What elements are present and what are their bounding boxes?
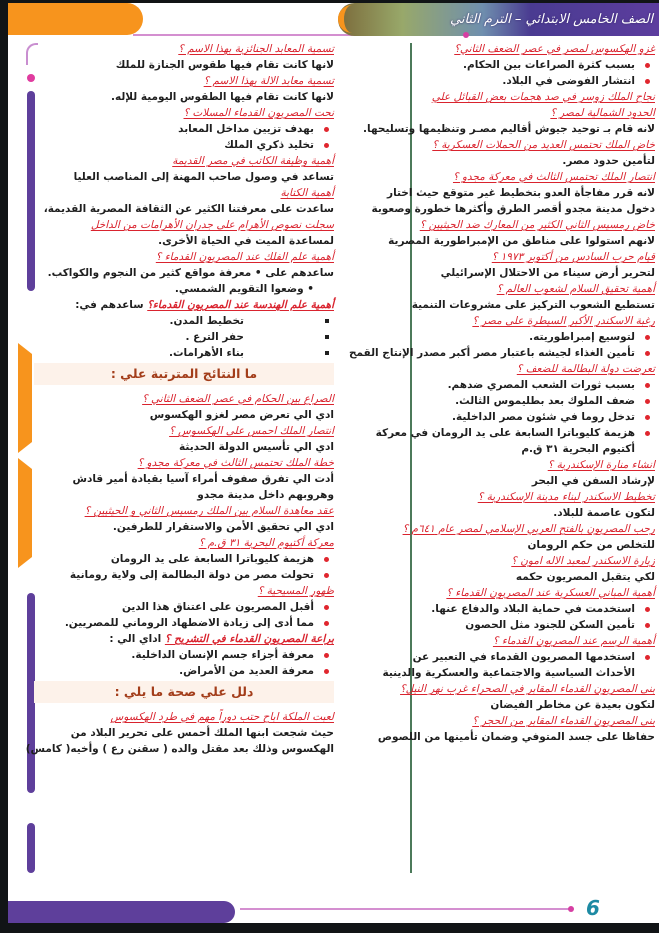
question-heading: خاض رمسيس الثاني الكثير من المعارك ضد الحيثيين ؟	[419, 219, 655, 231]
purple-side-bar	[27, 823, 35, 873]
question-heading: نجاح الملك زوسر في صد هجمات بعض القبائل علي	[431, 91, 655, 103]
question-heading: بنى المصريون القدماء المقابر من الحجر ؟	[472, 715, 655, 727]
bullet-answer: هزيمة كليوباترا السابعة على يد الرومان	[34, 551, 334, 567]
question-heading: معركة أكتيوم البحرية ٣١ ق.م ؟	[198, 537, 334, 549]
bullet-answer: تدخل روما في شئون مصر الداخلية.	[420, 409, 655, 425]
question-heading-inline	[34, 297, 334, 313]
answer-continuation: • وضعوا التقويم الشمسي.	[174, 283, 314, 295]
answer-lead: ساعدهم في:	[75, 299, 148, 311]
question-heading: تسمية المعابد الجنائزية بهذا الاسم ؟	[178, 43, 334, 55]
question-heading: انتصار الملك احمس على الهكسوس ؟	[169, 425, 334, 437]
question-heading: خاض الملك تحتمس العديد من الحملات العسكرية ؟	[432, 139, 655, 151]
orange-side-bar	[18, 458, 32, 568]
bullet-answer: بسبب كثرة الصراعات بين الحكام.	[420, 57, 655, 73]
question-heading-inline	[34, 631, 334, 647]
answer-text: الهكسوس وذلك بعد مقتل والده ( سقنن رع ) وأخيه( كامس)	[25, 743, 334, 755]
question-heading: أهمية وظيفة الكاتب في مصر القديمة	[172, 155, 334, 167]
section-title: ما النتائج المترتبة علي :	[34, 363, 334, 385]
question-heading: أهمية الكتابة	[280, 187, 334, 199]
answer-text: ادي الي تعرض مصر لغزو الهكسوس	[149, 409, 334, 421]
question-heading: الصراع بين الحكام في عصر الضعف الثاني ؟	[142, 393, 334, 405]
left-column	[25, 41, 334, 757]
question-heading: غزو الهكسوس لمصر في عصر الضعف الثاني؟	[454, 43, 655, 55]
answer-text: تستطيع الشعوب التركيز على مشروعات التنمية	[411, 299, 655, 311]
bullet-answer: تخليد ذكري الملك	[34, 137, 334, 153]
question-heading: انشاء منارة الإسكندرية ؟	[547, 459, 655, 471]
question-heading: أهمية الرسم عند المصريون القدماء ؟	[492, 635, 655, 647]
header-dot-icon	[463, 32, 469, 38]
answer-text: لانهم استولوا على مناطق من الإمبراطورية المصرية	[388, 235, 655, 247]
question-heading: انتصار الملك تحتمس الثالث في معركة مجدو ؟	[452, 171, 655, 183]
answer-text: لتحرير أرض سيناء من الاحتلال الإسرائيلي	[440, 267, 655, 279]
bullet-answer: ضعف الملوك بعد بطليموس الثالث.	[420, 393, 655, 409]
bullet-answer: أقبل المصريون على اعتناق هذا الدين	[34, 599, 334, 615]
answer-text: لانها كانت تقام فيها الطقوس اليومية للإله.	[110, 91, 334, 103]
answer-text: دخول مدينة مجدو أقصر الطرق وأكثرها خطورة وصعوبة	[371, 203, 655, 215]
bullet-answer: مما أدى إلى زيادة الاضطهاد الروماني للمصريين.	[34, 615, 334, 631]
footer-divider	[240, 908, 570, 910]
question-heading: سجلت نصوص الأهرام على جدران الأهرامات من الداخل	[90, 219, 334, 231]
answer-text: وهروبهم داخل مدينة مجدو	[197, 489, 334, 501]
answer-text: لتكون بعيدة عن مخاطر الفيضان	[490, 699, 655, 711]
answer-text: لمساعدة الميت في الحياة الأخرى.	[158, 235, 334, 247]
question-heading: عقد معاهدة السلام بين الملك رمسيس الثاني و الحيثيين ؟	[84, 505, 334, 517]
bullet-answer: تأمين الغذاء لجيشه باعتبار مصر أكبر مصدر الإنتاج القمح	[420, 345, 655, 361]
question-heading: زيارة الاسكندر لمعبد الاله امون ؟	[511, 555, 655, 567]
worksheet-page	[8, 3, 659, 923]
question-heading: رحب المصريون بالفتح العربي الإسلامي لمصر عام ٦٤١م ؟	[402, 523, 655, 535]
answer-text: لانه قرر مفاجأة العدو بتخطيط غير متوقع حيث اختار	[387, 187, 655, 199]
footer-purple-bar	[8, 901, 235, 923]
answer-continuation: الأحداث السياسية والاجتماعية والعسكرية والدينية	[382, 667, 635, 679]
bullet-answer: استخدمها المصريون القدماء في التعبير عن	[420, 649, 655, 665]
question-heading: رغبة الاسكندر الأكبر السيطرة على مصر ؟	[472, 315, 655, 327]
orange-side-bar	[18, 343, 32, 453]
question-heading: ظهور المسيحية ؟	[257, 585, 334, 597]
page-number: 6	[586, 896, 600, 920]
answer-text: لكي يتقبل المصريون حكمه	[515, 571, 655, 583]
column-divider	[410, 43, 412, 873]
question-heading: تخطيط الاسكندر لبناء مدينة الإسكندرية ؟	[477, 491, 655, 503]
answer-continuation: أكتيوم البحرية ٣١ ق.م	[521, 443, 635, 455]
header-banner	[338, 3, 659, 36]
question-heading: أهمية المباني العسكرية عند المصريون القدماء ؟	[446, 587, 655, 599]
question-heading: لعبت الملكة اباح حتب دوراً مهم في طرد الهكسوس	[110, 711, 334, 723]
bullet-answer: هزيمة كليوباترا السابعة على يد الرومان في معركة	[420, 425, 655, 441]
square-bullet-answer: حفر الترع .	[34, 329, 334, 345]
answer-text: حفاظا على جسد المتوفي وضمان تأمينها من اللصوص	[377, 731, 655, 743]
bullet-answer: بسبب ثورات الشعب المصري ضدهم.	[420, 377, 655, 393]
question-heading: بنى المصريون القدماء المقابر في الصحراء غرب نهر النيل؟	[400, 683, 655, 695]
answer-text: حيث شجعت ابنها الملك أحمس على تحرير البلاد من	[70, 727, 334, 739]
answer-text: لتأمين حدود مصر.	[562, 155, 655, 167]
square-bullet-answer: بناء الأهرامات.	[34, 345, 334, 361]
square-bullet-answer: تخطيط المدن.	[34, 313, 334, 329]
answer-lead: اداي الي :	[109, 633, 165, 645]
question-heading: الحدود الشمالية لمصر ؟	[550, 107, 655, 119]
answer-text: لانها كانت تقام فيها طقوس الجنازة للملك	[115, 59, 334, 71]
bullet-answer: بهدف تزيين مداخل المعابد	[34, 121, 334, 137]
page-title: الصف الخامس الابتدائي – الترم الثاني	[449, 12, 653, 27]
question-heading: نحت المصريون القدماء المسلات ؟	[183, 107, 334, 119]
answer-text: ساعدهم على • معرفة مواقع كثير من النجوم والكواكب.	[47, 267, 334, 279]
answer-text: للتخلص من حكم الرومان	[527, 539, 655, 551]
question-heading: أهمية علم الفلك عند المصريون القدماء ؟	[155, 251, 334, 263]
header-orange-tab	[8, 3, 143, 35]
question-heading: تسمية معابد الالة بهذا الاسم ؟	[203, 75, 334, 87]
answer-text: ساعدت على معرفتنا الكثير عن الثقافة المصرية القديمة،	[43, 203, 334, 215]
banner-orange-stripe	[338, 5, 364, 33]
bullet-answer: لتوسيع إمبراطوريته.	[420, 329, 655, 345]
bullet-answer: انتشار الفوضى في البلاد.	[420, 73, 655, 89]
right-column	[348, 41, 655, 745]
bullet-answer: معرفة العديد من الأمراض.	[34, 663, 334, 679]
question-heading: أهمية تحقيق السلام لشعوب العالم ؟	[496, 283, 655, 295]
bullet-answer: استخدمت في حماية البلاد والدفاع عنها.	[420, 601, 655, 617]
answer-text: ادي الي تحقيق الأمن والاستقرار للطرفين.	[112, 521, 334, 533]
answer-text: أدت الي تفرق صفوف أمراء آسيا بقيادة أمير قادش	[72, 473, 334, 485]
answer-text: لإرشاد السفن في البحر	[531, 475, 655, 487]
footer-dot-icon	[568, 906, 574, 912]
answer-text: تساعد في وصول صاحب المهنة إلى المناصب العليا	[73, 171, 334, 183]
bullet-answer: تحولت مصر من دولة البطالمة إلى ولاية رومانية	[34, 567, 334, 583]
section-title: دلل علي صحة ما يلي :	[34, 681, 334, 703]
answer-text: لانه قام بـ توحيد جيوش أقاليم مصـر وتنظيمها وتسليحها.	[363, 123, 655, 135]
question-heading: تعرضت دولة البطالمة للضعف ؟	[516, 363, 655, 375]
answer-text: لتكون عاصمة للبلاد.	[553, 507, 655, 519]
question-heading: خطة الملك تحتمس الثالث في معركة مجدو ؟	[137, 457, 334, 469]
answer-text: ادي الي تأسيس الدولة الحديثة	[179, 441, 334, 453]
question-heading: براعة المصريون القدماء في التشريح ؟	[164, 633, 334, 645]
bullet-answer: تأمين السكن للجنود مثل الحصون	[420, 617, 655, 633]
bullet-answer: معرفة أجزاء جسم الإنسان الداخلية.	[34, 647, 334, 663]
question-heading: أهمية علم الهندسة عند المصريون القدماء؟	[147, 299, 334, 311]
question-heading: قيام حرب السادس من أكتوبر ١٩٧٣ ؟	[491, 251, 655, 263]
